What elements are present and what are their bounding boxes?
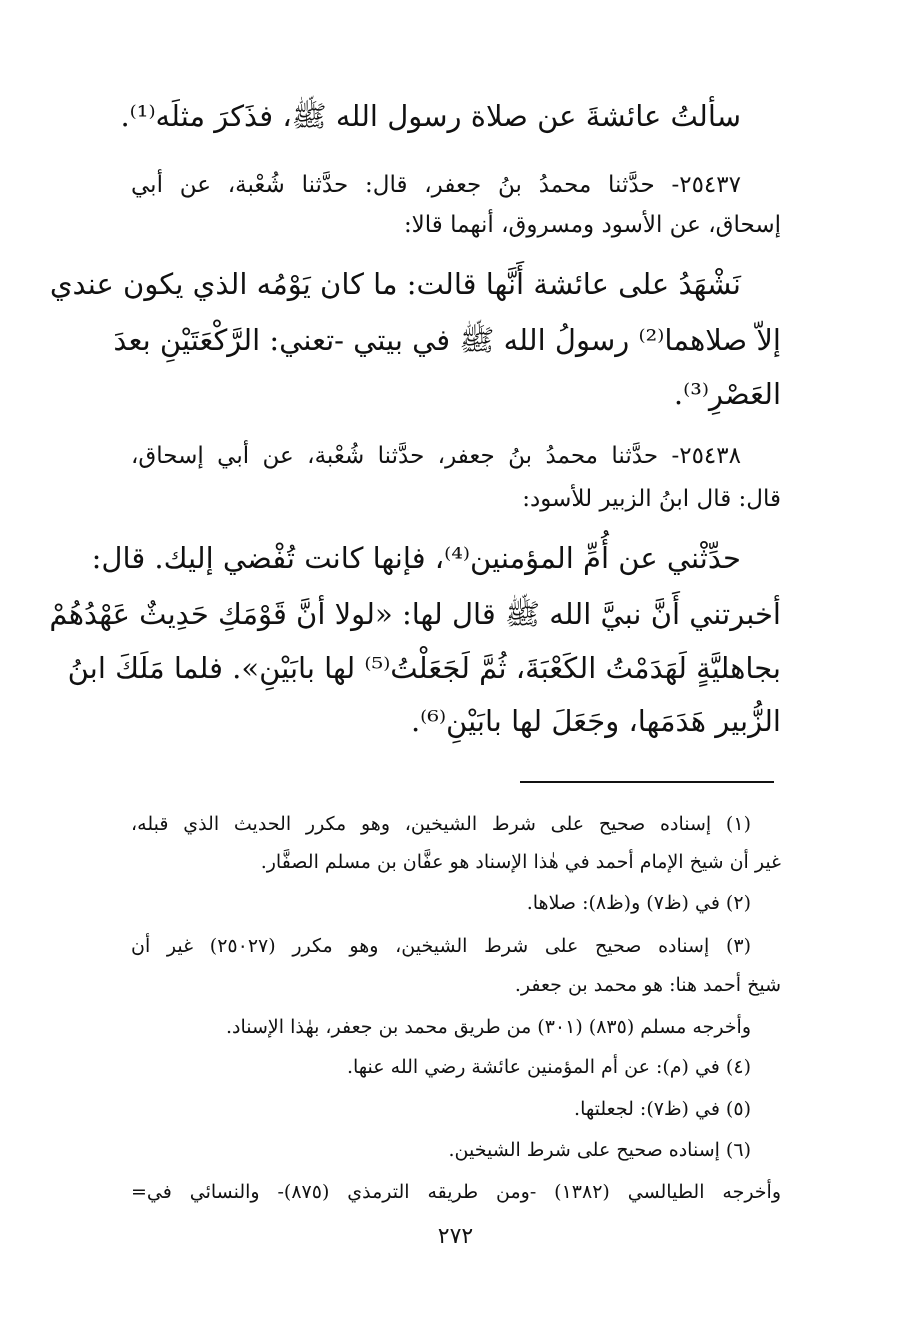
footnote-line: (٤) في (م): عن أم المؤمنين عائشة رضي الله عنها. <box>346 1056 751 1078</box>
text-line: نَشْهَدُ على عائشة أَنَّها قالت: ما كان يَوْمُه الذي يكون عندي <box>49 267 741 301</box>
footnote-separator <box>520 781 774 783</box>
text-line: سألتُ عائشةَ عن صلاة رسول الله ﷺ، فذَكرَ مثلَه⁽¹⁾. <box>120 99 741 133</box>
footnote-line: شيخ أحمد هنا: هو محمد بن جعفر. <box>514 974 781 996</box>
footnote-line: (١) إسناده صحيح على شرط الشيخين، وهو مكرر الحديث الذي قبله، <box>131 813 751 835</box>
footnote-line: غير أن شيخ الإمام أحمد في هٰذا الإسناد هو عفَّان بن مسلم الصفَّار. <box>260 851 781 873</box>
text-line: ٢٥٤٣٧- حدَّثنا محمدُ بنُ جعفر، قال: حدَّثنا شُعْبة، عن أبي <box>131 172 741 198</box>
footnote-line: وأخرجه الطيالسي (١٣٨٢) -ومن طريقه الترمذي (٨٧٥)- والنسائي في= <box>131 1181 781 1203</box>
text-line: إلاّ صلاهما⁽²⁾ رسولُ الله ﷺ في بيتي -تعني: الرَّكْعَتَيْنِ بعدَ <box>113 323 781 357</box>
text-line: بجاهليَّةٍ لَهَدَمْتُ الكَعْبَةَ، ثُمَّ لَجَعَلْتُ⁽⁵⁾ لها بابَيْنِ». فلما مَلَكَ ابنُ <box>67 651 781 685</box>
page-number: ٢٧٢ <box>437 1224 474 1249</box>
footnote-line: (٦) إسناده صحيح على شرط الشيخين. <box>448 1139 751 1161</box>
footnote-line: (٥) في (ظ٧): لجعلتها. <box>574 1098 751 1120</box>
footnote-line: وأخرجه مسلم (٨٣٥) (٣٠١) من طريق محمد بن جعفر، بهٰذا الإسناد. <box>225 1016 751 1038</box>
text-line: أخبرتني أَنَّ نبيَّ الله ﷺ قال لها: «لولا أنَّ قَوْمَكِ حَدِيثٌ عَهْدُهُمْ <box>49 597 781 631</box>
footnote-line: (٢) في (ظ٧) و(ظ٨): صلاها. <box>526 892 751 914</box>
text-line: الزُّبير هَدَمَها، وجَعَلَ لها بابَيْنِ⁽⁶⁾. <box>410 704 781 738</box>
text-line: العَصْرِ⁽³⁾. <box>673 377 781 411</box>
footnote-line: (٣) إسناده صحيح على شرط الشيخين، وهو مكرر (٢٥٠٢٧) غير أن <box>131 935 751 957</box>
text-line: إسحاق، عن الأسود ومسروق، أنهما قالا: <box>403 212 781 238</box>
text-line: ٢٥٤٣٨- حدَّثنا محمدُ بنُ جعفر، حدَّثنا شُعْبة، عن أبي إسحاق، <box>131 443 741 469</box>
text-line: قال: قال ابنُ الزبير للأسود: <box>522 486 781 512</box>
text-line: حدِّثْني عن أُمِّ المؤمنين⁽⁴⁾، فإنها كانت تُفْضي إليك. قال: <box>91 541 741 575</box>
